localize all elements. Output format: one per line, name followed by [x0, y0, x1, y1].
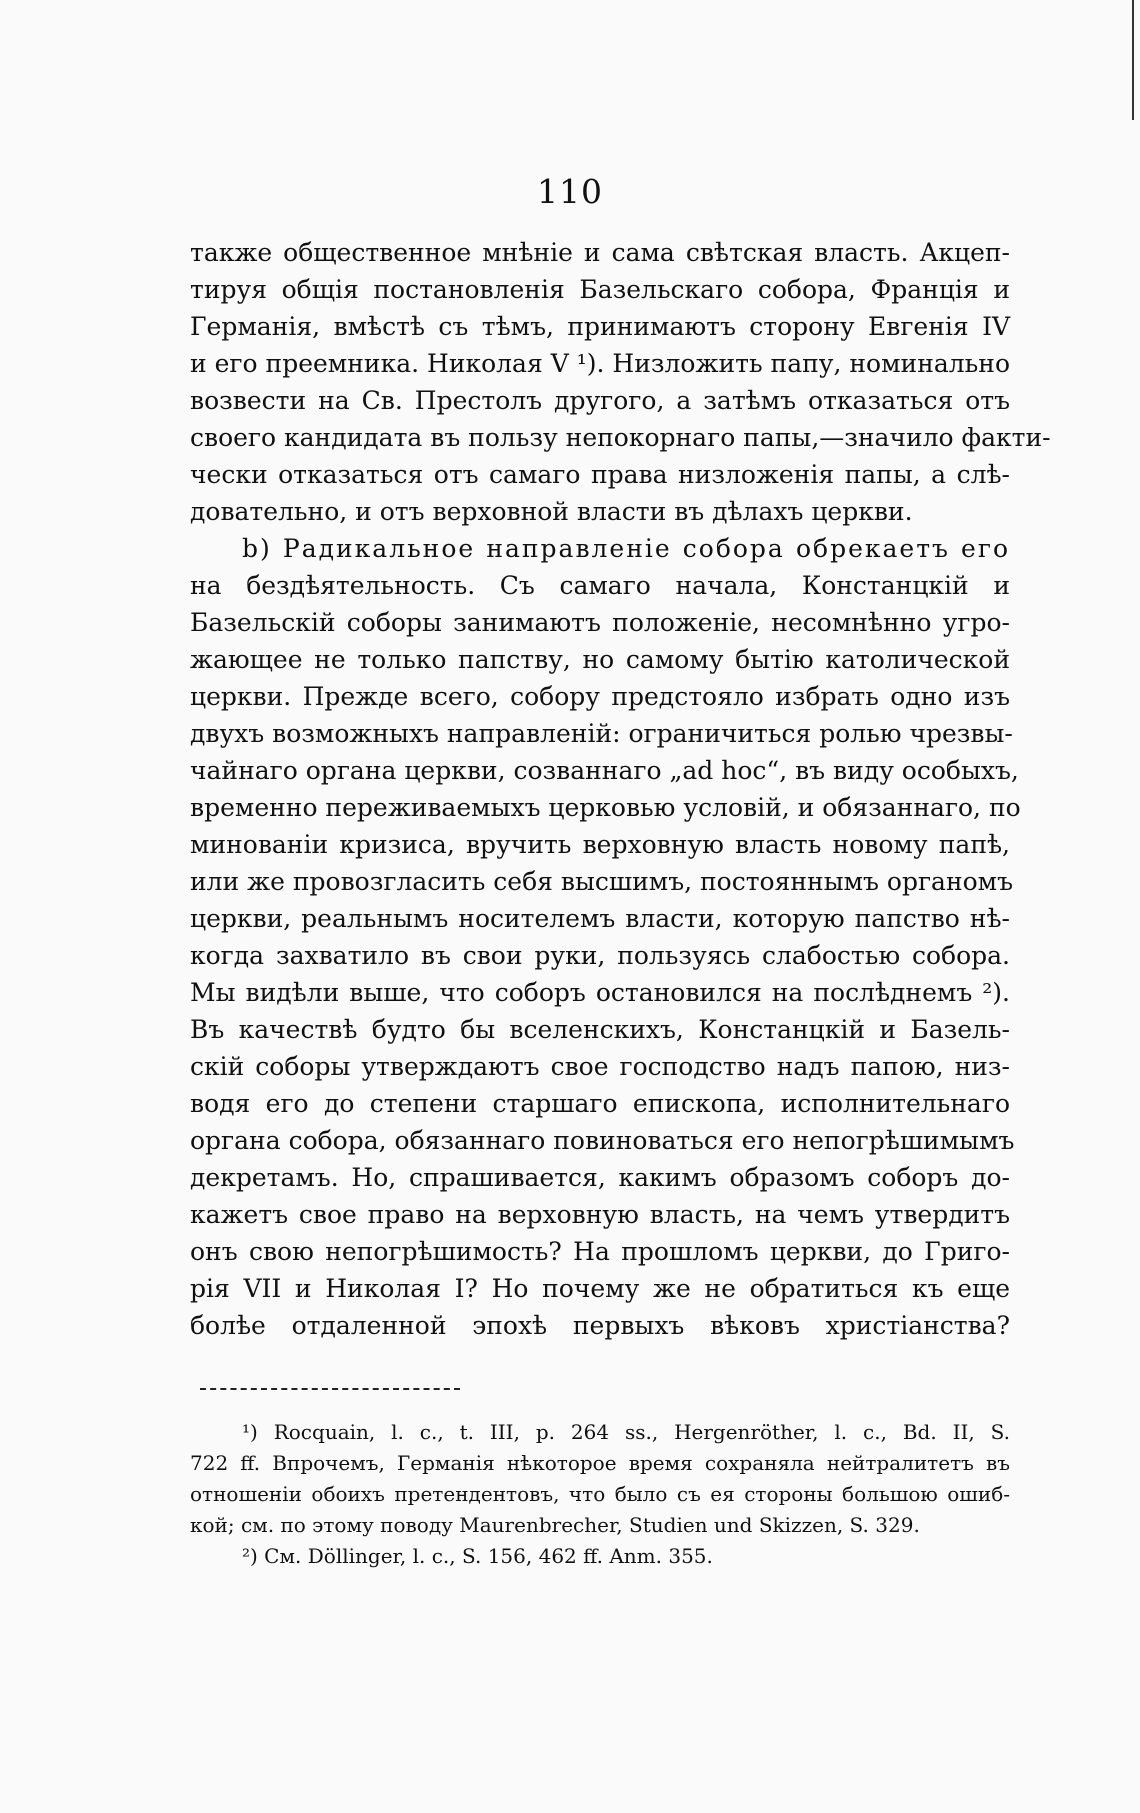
footnote-1-line: ¹) Rocquain, l. c., t. III, p. 264 ss., Hergenröther, l. c., Bd. II, S. — [242, 1420, 1010, 1444]
body-line: двухъ возможныхъ направленій: ограничиться ролью чрезвы- — [190, 719, 1013, 748]
body-line: когда захватило въ свои руки, пользуясь слабостью собора. — [190, 941, 1010, 970]
body-line: Мы видѣли выше, что соборъ остановился на послѣднемъ ²). — [190, 978, 1010, 1007]
body-line: Германія, вмѣстѣ съ тѣмъ, принимаютъ сторону Евгенія IV — [190, 312, 1010, 341]
footnote-1-line: отношеніи обоихъ претендентовъ, что было съ ея стороны большою ошиб- — [190, 1482, 1010, 1506]
body-line: рія VII и Николая I? Но почему же не обратиться къ еще — [190, 1274, 1010, 1303]
body-line: церкви, реальнымъ носителемъ власти, которую папство нѣ- — [190, 904, 1010, 933]
scan-edge-mark — [1132, 0, 1134, 120]
body-line: чайнаго органа церкви, созваннаго „ad hoc“, въ виду особыхъ, — [190, 756, 1019, 785]
body-line: временно переживаемыхъ церковью условій, и обязаннаго, по — [190, 793, 1021, 822]
body-line: возвести на Св. Престолъ другого, а затѣмъ отказаться отъ — [190, 386, 1010, 415]
body-line: Въ качествѣ будто бы вселенскихъ, Констанцкій и Базель- — [190, 1015, 1010, 1044]
body-line: на бездѣятельность. Съ самаго начала, Констанцкій и — [190, 571, 1010, 600]
footnote-1-line: 722 ff. Впрочемъ, Германія нѣкоторое время сохраняла нейтралитетъ въ — [190, 1451, 1010, 1475]
page-number: 110 — [537, 172, 603, 211]
body-text — [190, 234, 1051, 1344]
body-line: болѣе отдаленной эпохѣ первыхъ вѣковъ христіанства? — [190, 1311, 1010, 1340]
body-line: жающее не только папству, но самому бытію католической — [190, 645, 1010, 674]
body-line-section-b: b) Радикальное направленіе собора обрекаетъ его — [242, 534, 1010, 563]
footnotes — [190, 1417, 1010, 1572]
body-line: Базельскій соборы занимаютъ положеніе, несомнѣнно угро- — [190, 608, 1010, 637]
body-line: водя его до степени старшаго епископа, исполнительнаго — [190, 1089, 1010, 1118]
body-line: кажетъ свое право на верховную власть, на чемъ утвердитъ — [190, 1200, 1010, 1229]
body-line: декретамъ. Но, спрашивается, какимъ образомъ соборъ до- — [190, 1163, 1010, 1192]
body-line: довательно, и отъ верховной власти въ дѣлахъ церкви. — [190, 497, 913, 526]
footnote-2-line: ²) См. Döllinger, l. c., S. 156, 462 ff. Anm. 355. — [242, 1544, 713, 1568]
body-line: также общественное мнѣніе и сама свѣтская власть. Акцеп- — [190, 238, 1010, 267]
body-line: тируя общія постановленія Базельскаго собора, Франція и — [190, 275, 1010, 304]
body-line: и его преемника. Николая V ¹). Низложить папу, номинально — [190, 349, 1010, 378]
body-line: скій соборы утверждаютъ свое господство надъ папою, низ- — [190, 1052, 1010, 1081]
body-line: своего кандидата въ пользу непокорнаго папы,—значило факти- — [190, 423, 1051, 452]
body-line: чески отказаться отъ самаго права низложенія папы, а слѣ- — [190, 460, 1010, 489]
body-line: минованіи кризиса, вручить верховную власть новому папѣ, — [190, 830, 1010, 859]
footnote-1-line: кой; см. по этому поводу Maurenbrecher, Studien und Skizzen, S. 329. — [190, 1513, 920, 1537]
body-line: органа собора, обязаннаго повиноваться его непогрѣшимымъ — [190, 1126, 1015, 1155]
body-line: или же провозгласить себя высшимъ, постояннымъ органомъ — [190, 867, 1014, 896]
body-line: онъ свою непогрѣшимость? На прошломъ церкви, до Григо- — [190, 1237, 1010, 1266]
footnote-separator — [200, 1388, 460, 1390]
body-line: церкви. Прежде всего, собору предстояло избрать одно изъ — [190, 682, 1010, 711]
